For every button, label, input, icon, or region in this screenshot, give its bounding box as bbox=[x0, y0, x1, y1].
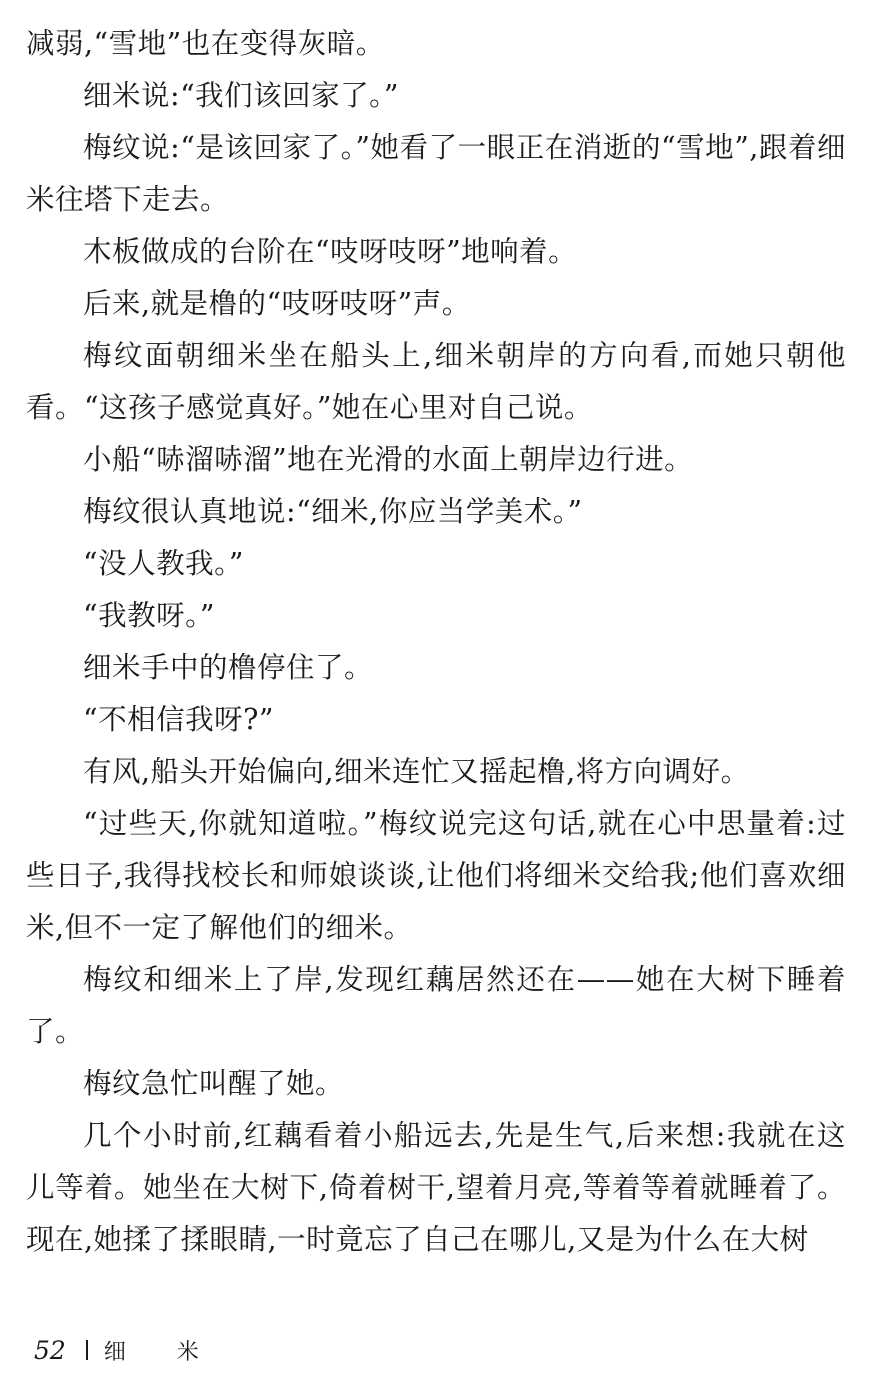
paragraph: “不相信我呀?” bbox=[83, 703, 274, 736]
paragraph: 梅纹很认真地说:“细米,你应当学美术。” bbox=[83, 495, 583, 528]
paragraph: 梅纹急忙叫醒了她。 bbox=[83, 1067, 345, 1100]
paragraph: 细米说:“我们该回家了。” bbox=[83, 79, 399, 112]
paragraph: “过些天,你就知道啦。”梅纹说完这句话,就在心中思量着:过些日子,我得找校长和师娘谈谈,让他们将细米交给我;他们喜欢细米,但不一定了解他们的细米。 bbox=[26, 807, 846, 944]
paragraph: 后来,就是橹的“吱呀吱呀”声。 bbox=[83, 287, 471, 320]
paragraph: 几个小时前,红藕看着小船远去,先是生气,后来想:我就在这儿等着。她坐在大树下,倚着树干,望着月亮,等着等着就睡着了。现在,她揉了揉眼睛,一时竟忘了自己在哪儿,又是为什么在大树 bbox=[26, 1119, 846, 1256]
paragraph: 木板做成的台阶在“吱呀吱呀”地响着。 bbox=[83, 235, 578, 268]
paragraph: “没人教我。” bbox=[83, 547, 244, 580]
paragraph: “我教呀。” bbox=[83, 599, 215, 632]
paragraph: 梅纹和细米上了岸,发现红藕居然还在——她在大树下睡着了。 bbox=[26, 963, 846, 1048]
paragraph: 梅纹面朝细米坐在船头上,细米朝岸的方向看,而她只朝他看。“这孩子感觉真好。”她在心里对自己说。 bbox=[26, 339, 846, 424]
page-footer bbox=[34, 1330, 221, 1370]
paragraph: 有风,船头开始偏向,细米连忙又摇起橹,将方向调好。 bbox=[83, 755, 750, 788]
paragraph: 梅纹说:“是该回家了。”她看了一眼正在消逝的“雪地”,跟着细米往塔下走去。 bbox=[26, 131, 846, 216]
page-number: 52 bbox=[34, 1335, 66, 1365]
page-body bbox=[26, 18, 846, 1266]
paragraph: 小船“哧溜哧溜”地在光滑的水面上朝岸边行进。 bbox=[83, 443, 694, 476]
paragraph: 细米手中的橹停住了。 bbox=[83, 651, 374, 684]
paragraph: 减弱,“雪地”也在变得灰暗。 bbox=[26, 27, 385, 60]
book-title: 细 米 bbox=[103, 1339, 221, 1365]
footer-divider bbox=[86, 1340, 88, 1360]
